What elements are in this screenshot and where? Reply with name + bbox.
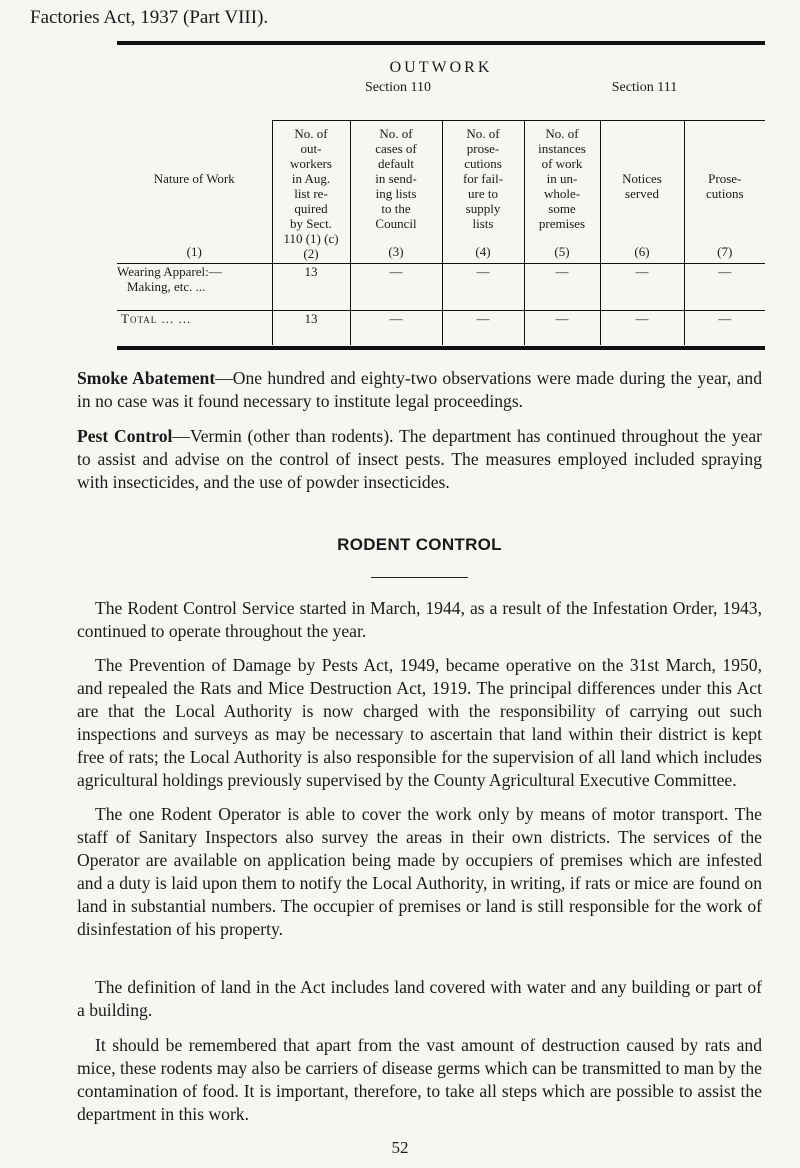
column-header: No. of instances of work in un- whole- some premises (5) — [524, 121, 600, 264]
table-cell: 13 — [272, 311, 350, 346]
table-cell: — — [524, 311, 600, 346]
table-cell: — — [524, 264, 600, 311]
table-cell: — — [442, 311, 524, 346]
body-paragraph: The Prevention of Damage by Pests Act, 1949, became operative on the 31st March, 1950, and repealed the Rats and Mice Destruction Act, 1919. The principal differences under this Act are that the Local Authority is now charged with the responsibility of carrying out such inspections and surveys as may be necessary to ascertain that land within their district is kept free of rats; the Local Authority is also responsible for the supervision of all land which includes agricultural holdings previously supervised by the County Agricultural Executive Committee. — [77, 655, 762, 790]
smoke-abatement-paragraph: Smoke Abatement—One hundred and eighty-two observations were made during the year, and in no case was it found necessary to institute legal proceedings. — [77, 368, 762, 411]
table-cell: — — [684, 264, 765, 311]
column-header: Notices served (6) — [600, 121, 684, 264]
body-paragraph: The Rodent Control Service started in March, 1944, as a result of the Infestation Order, 1943, continued to operate throughout the year. — [77, 598, 762, 641]
column-header: No. of prose- cutions for fail- ure to supply lists (4) — [442, 121, 524, 264]
column-header: No. of cases of default in send- ing lists to the Council (3) — [350, 121, 442, 264]
table-cell: — — [684, 311, 765, 346]
table-cell: 13 — [272, 264, 350, 311]
section-111-header: Section 111 — [524, 80, 765, 121]
outwork-table — [117, 80, 765, 345]
table-cell: — — [350, 311, 442, 346]
table-cell: — — [600, 264, 684, 311]
table-row — [117, 264, 765, 311]
table-cell: — — [600, 311, 684, 346]
section-heading: RODENT CONTROL — [337, 535, 502, 554]
table-bottom-rule — [117, 346, 765, 350]
total-label: Total ... ... — [121, 311, 192, 326]
body-paragraph: The one Rodent Operator is able to cover the work only by means of motor transport. The staff of Sanitary Inspectors also survey the areas in their own districts. The services of the Operator are available on application being made by occupiers of premises which are infested and a duty is laid upon them to notify the Local Authority, in writing, if rats or mice are found on land in substantial numbers. The occupier of premises or land is still responsible for the work of disinfestation of his property. — [77, 804, 762, 939]
table-title: OUTWORK — [389, 59, 493, 76]
pest-control-paragraph: Pest Control—Vermin (other than rodents). The department has continued throughout the year to assist and advise on the control of insect pests. The measures employed included spraying with insecticides, and the use of powder insecticides. — [77, 426, 762, 492]
section-110-header: Section 110 — [272, 80, 524, 121]
column-header: Nature of Work (1) — [117, 121, 272, 264]
page-number: 52 — [391, 1138, 409, 1157]
table-cell: — — [350, 264, 442, 311]
section-header-row — [117, 80, 765, 121]
heading-underline — [371, 577, 468, 578]
table-top-rule — [117, 41, 765, 45]
column-header: No. of out- workers in Aug. list re- quired by Sect. 110 (1) (c) (2) — [272, 121, 350, 264]
body-paragraph: It should be remembered that apart from the vast amount of destruction caused by rats and mice, these rodents may also be carriers of disease germs which can be transmitted to man by the contamination of food. It is important, therefore, to take all steps which are possible to assist the department in this work. — [77, 1035, 762, 1124]
total-row — [117, 311, 765, 346]
row-label: Wearing Apparel:— Making, etc. ... — [117, 264, 272, 311]
column-header-row — [117, 121, 765, 264]
table-cell: — — [442, 264, 524, 311]
body-paragraph: The definition of land in the Act includes land covered with water and any building or part of a building. — [77, 977, 762, 1020]
running-header: Factories Act, 1937 (Part VIII). — [30, 7, 269, 28]
column-header: Prose- cutions (7) — [684, 121, 765, 264]
